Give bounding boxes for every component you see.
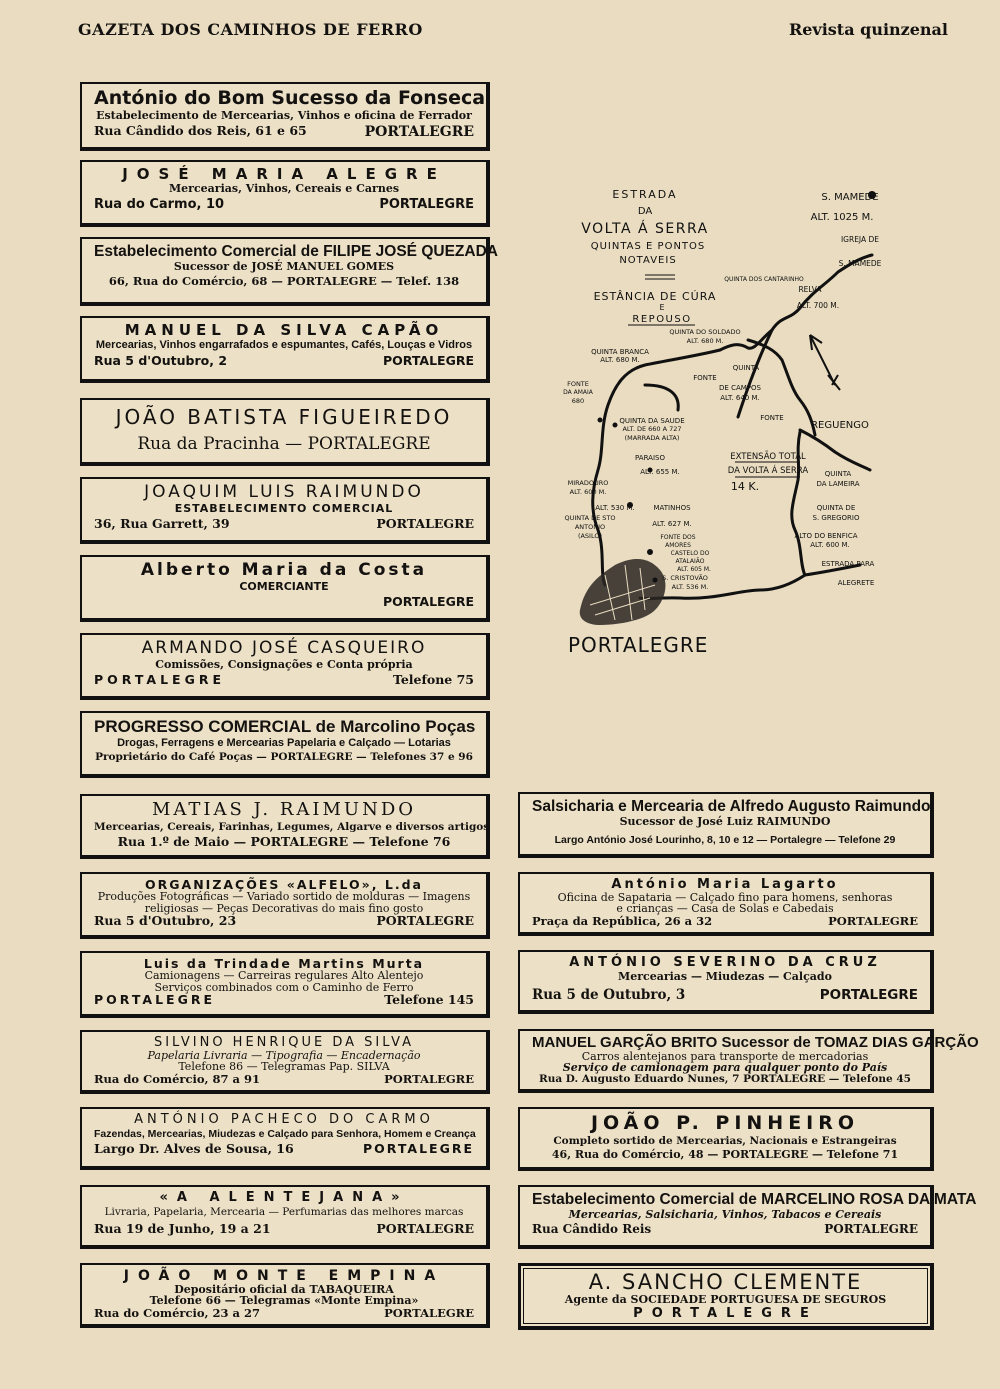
- ad-title: MANUEL DA SILVA CAPÃO: [124, 321, 444, 339]
- ad-progresso-comercial: [80, 711, 490, 778]
- serra-road: [645, 385, 678, 410]
- ad-city: PORTALEGRE: [384, 1071, 474, 1086]
- ad-address: PORTALEGRE: [94, 992, 216, 1008]
- ad-title: Luis da Trindade Martins Murta: [143, 956, 425, 971]
- ad-severino: [518, 950, 934, 1014]
- ad-address: Rua do Carmo, 10: [94, 196, 225, 212]
- ad-raimundo-joaquim: [80, 477, 490, 544]
- ad-line: Mercearias, Cereais, Farinhas, Legumes, Algarve e diversos artigos: [94, 820, 490, 833]
- ad-address: 46, Rua do Comércio, 48 — PORTALEGRE — Telefone 71: [551, 1147, 899, 1161]
- place-label: FONTE DOS: [660, 534, 696, 541]
- ad-quezada: [80, 237, 498, 306]
- ad-line: Serviços combinados com o Caminho de Ferro: [154, 980, 414, 994]
- place-label: ALT. 600 M.: [569, 488, 607, 496]
- ad-title: JOÃO BATISTA FIGUEIREDO: [115, 405, 453, 429]
- ad-casqueiro: [80, 633, 490, 700]
- ad-title: ORGANIZAÇÕES «ALFELO», L.da: [145, 877, 423, 892]
- place-label: QUINTA DA SAUDE: [619, 417, 685, 425]
- place-label: FONTE: [567, 380, 589, 388]
- ad-line: Comissões, Consignações e Conta própria: [155, 657, 413, 671]
- ad-city: PORTALEGRE: [824, 1222, 918, 1237]
- place-label: CASTELO DO: [670, 550, 710, 557]
- point-marker: [598, 418, 603, 423]
- map-legend: ESTÂNCIA DE CÚRA: [593, 290, 717, 303]
- ad-title: ARMANDO JOSÉ CASQUEIRO: [141, 638, 427, 658]
- ad-line: Livraria, Papelaria, Mercearia — Perfumarias das melhores marcas: [104, 1205, 464, 1218]
- place-label: ALT. 627 M.: [652, 520, 692, 528]
- place-label: QUINTA DE STO: [564, 514, 616, 522]
- ad-line: Produções Fotográficas — Variado sortido de molduras — Imagens: [97, 890, 471, 904]
- ad-title: Salsicharia e Mercearia de Alfredo Augusto Raimundo: [532, 798, 931, 815]
- ad-city: PORTALEGRE: [364, 124, 474, 141]
- ad-figueiredo: [80, 398, 490, 466]
- place-label: ALT. 680 M.: [686, 337, 724, 345]
- place-label: AMORES: [665, 542, 691, 549]
- place-label: DE CAMPOS: [719, 384, 761, 392]
- place-label: ALT. 640 M.: [720, 394, 760, 402]
- ad-marcelino-mata: [518, 1185, 977, 1249]
- ad-line: Papelaria Livraria — Tipografia — Encadernação: [147, 1048, 421, 1062]
- ad-city: PORTALEGRE: [376, 1221, 474, 1236]
- place-label: ALT. 600 M.: [810, 541, 850, 549]
- ad-address: Rua D. Augusto Eduardo Nunes, 7 PORTALEGRE — Telefone 45: [538, 1072, 911, 1085]
- place-label: ALT. 536 M.: [671, 583, 709, 591]
- ad-line: Telefone 66 — Telegramas «Monte Empina»: [149, 1294, 419, 1308]
- ad-matias-raimundo: [80, 794, 490, 859]
- point-marker: [653, 578, 658, 583]
- ad-line: Rua da Pracinha — PORTALEGRE: [137, 434, 431, 454]
- ad-line: Carros alentejanos para transporte de mercadorias: [581, 1049, 869, 1063]
- ad-title: A. SANCHO CLEMENTE: [588, 1270, 863, 1294]
- ad-line: ESTABELECIMENTO COMERCIAL: [174, 501, 394, 515]
- place-label: ATALAIÃO: [675, 558, 705, 565]
- ad-jose-maria-alegre: [80, 160, 490, 227]
- ad-title: Alberto Maria da Costa: [140, 560, 428, 580]
- ad-title: António Maria Lagarto: [611, 877, 839, 892]
- place-label: REGUENGO: [811, 420, 869, 431]
- place-label: ALT. 1025 M.: [810, 212, 874, 223]
- place-label: FONTE: [693, 374, 717, 382]
- place-label: (ASILO): [577, 532, 603, 540]
- ad-line: Mercearias, Salsicharia, Vinhos, Tabacos e Cereais: [568, 1207, 882, 1221]
- city-block: [580, 559, 666, 625]
- serra-road: [800, 430, 870, 470]
- ad-city: PORTALEGRE: [376, 913, 474, 929]
- place-label: QUINTA BRANCA: [591, 348, 649, 356]
- volta-a-serra-map: [560, 180, 890, 660]
- ad-title: Estabelecimento Comercial de FILIPE JOSÉ QUEZADA: [94, 243, 498, 260]
- map-subtitle: QUINTAS E PONTOS: [590, 241, 706, 252]
- ad-address: Rua Cândido dos Reis, 61 e 65: [94, 123, 307, 139]
- map-city-label: PORTALEGRE: [568, 633, 709, 657]
- map-legend: REPOUSO: [632, 314, 692, 325]
- ad-line: Sucessor de José Luiz RAIMUNDO: [619, 814, 831, 828]
- ad-city: PORTALEGRE: [384, 1305, 474, 1320]
- ad-line: Sucessor de JOSÉ MANUEL GOMES: [173, 259, 395, 273]
- place-label: QUINTA: [824, 470, 852, 478]
- place-label: MATINHOS: [653, 504, 691, 512]
- ad-title: MATIAS J. RAIMUNDO: [151, 799, 417, 820]
- ad-monte-empina: [80, 1263, 490, 1328]
- ad-pinheiro: [518, 1107, 934, 1171]
- ad-address: Rua 1.º de Maio — PORTALEGRE — Telefone 76: [117, 833, 451, 849]
- north-arrow: [810, 335, 840, 390]
- place-label: QUINTA DE: [816, 504, 856, 512]
- place-label: DA LAMEIRA: [816, 480, 860, 488]
- ad-city: PORTALEGRE: [379, 196, 474, 212]
- place-label: DA AMAIA: [563, 389, 593, 396]
- ad-address: Largo António José Lourinho, 8, 10 e 12 — Portalegre — Telefone 29: [554, 834, 896, 847]
- ad-address: Rua do Comércio, 23 a 27: [94, 1305, 260, 1320]
- page-header: [78, 20, 948, 44]
- ad-title: António do Bom Sucesso da Fonseca: [94, 87, 486, 109]
- ad-city: PORTALEGRE: [382, 594, 474, 610]
- ad-address: Rua 5 d'Outubro, 23: [94, 913, 237, 929]
- ad-fonseca: [80, 82, 490, 151]
- ad-address: Praça da República, 26 a 32: [532, 913, 713, 928]
- ad-line: e crianças — Casa de Solas e Cabedais: [616, 902, 834, 916]
- ad-title: JOÃO P. PINHEIRO: [590, 1112, 860, 1134]
- ad-pacheco: [80, 1107, 490, 1170]
- place-label: ALT. DE 660 A 727: [622, 425, 682, 433]
- ad-line: Depositário oficial da TABAQUEIRA: [174, 1282, 394, 1296]
- map-title: ESTRADA: [612, 188, 678, 201]
- ad-line: religiosas — Peças Decorativas do mais fino gosto: [144, 901, 424, 915]
- place-label: ALEGRETE: [837, 579, 875, 587]
- ad-line: Fazendas, Mercearias, Miudezas e Calçado para Senhora, Homem e Creança: [94, 1127, 476, 1140]
- place-label: QUINTA DOS CANTARINHO: [724, 276, 804, 283]
- ad-line: Telefone 86 — Telegramas Pap. SILVA: [178, 1060, 390, 1074]
- ad-alfredo-raimundo: [518, 792, 934, 858]
- place-label: QUINTA: [732, 364, 760, 372]
- place-label: ALT. 605 M.: [677, 566, 711, 573]
- place-label: ALT. 530 M.: [595, 504, 635, 512]
- map-title: DA: [637, 206, 653, 217]
- place-label: (MARRADA ALTA): [624, 434, 680, 442]
- ad-line: Oficina de Sapataria — Calçado fino para homens, senhoras: [557, 890, 893, 904]
- ad-address: Rua 5 de Outubro, 3: [532, 986, 686, 1003]
- ad-line: Agente da SOCIEDADE PORTUGUESA DE SEGUROS: [564, 1293, 887, 1307]
- ad-lagarto: [518, 872, 934, 936]
- ad-title: «A ALENTEJANA»: [159, 1190, 409, 1205]
- ad-line: Completo sortido de Mercearias, Nacionais e Estrangeiras: [553, 1134, 897, 1147]
- place-label: 680: [571, 397, 585, 405]
- place-label: ALT. 700 M.: [796, 301, 840, 310]
- ad-address: Rua do Comércio, 87 a 91: [94, 1071, 260, 1086]
- ad-address: Proprietário do Café Poças — PORTALEGRE — Telefones 37 e 96: [95, 751, 473, 764]
- ad-silvino: [80, 1030, 490, 1094]
- ad-capao: [80, 316, 490, 383]
- place-label: MIRADOURO: [567, 479, 609, 487]
- ad-address: 66, Rua do Comércio, 68 — PORTALEGRE — Telef. 138: [108, 274, 460, 289]
- ad-title: JOAQUIM LUIS RAIMUNDO: [144, 482, 424, 502]
- place-label: S. CRISTOVÃO: [662, 574, 708, 582]
- map-extent: EXTENSÃO TOTAL: [730, 452, 806, 462]
- map-legend: E: [659, 303, 665, 312]
- ad-title: MANUEL GARÇÃO BRITO Sucessor de TOMAZ DIAS GARÇÃO: [532, 1034, 979, 1051]
- place-label: RELVA: [798, 285, 822, 294]
- ad-line: Mercearias — Miudezas — Calçado: [618, 969, 832, 983]
- map-subtitle: NOTAVEIS: [619, 255, 677, 266]
- place-label: S. MAMEDE: [838, 259, 882, 268]
- ad-address: Largo Dr. Alves de Sousa, 16: [94, 1141, 294, 1156]
- journal-subtitle: Revista quinzenal: [788, 20, 948, 39]
- ad-title: PROGRESSO COMERCIAL de Marcolino Poças: [94, 717, 476, 736]
- ad-alberto-costa: [80, 555, 490, 622]
- map-extent: 14 K.: [730, 480, 760, 493]
- ad-alentejana: [80, 1185, 490, 1249]
- ad-line: Drogas, Ferragens e Mercearias Papelaria e Calçado — Lotarias: [117, 736, 451, 749]
- ad-title: ANTÓNIO PACHECO DO CARMO: [134, 1112, 434, 1127]
- point-marker: [613, 423, 618, 428]
- place-label: ALT. 655 M.: [640, 468, 680, 476]
- ad-line: Camionagens — Carreiras regulares Alto Alentejo: [144, 969, 424, 983]
- ad-address: PORTALEGRE: [94, 672, 226, 688]
- ad-sancho-clemente: [518, 1263, 934, 1330]
- place-label: ALT. 680 M.: [600, 356, 640, 364]
- place-label: ALTO DO BENFICA: [794, 532, 858, 540]
- ad-city: PORTALEGRE: [376, 516, 474, 532]
- place-label: ESTRADA PARA: [821, 560, 875, 568]
- place-label: FONTE: [760, 414, 784, 422]
- ad-line: Estabelecimento de Mercearias, Vinhos e oficina de Ferrador: [96, 108, 472, 122]
- ad-city: PORTALEGRE: [828, 913, 918, 928]
- map-extent: DA VOLTA Á SERRA: [727, 466, 809, 476]
- journal-title: GAZETA DOS CAMINHOS DE FERRO: [78, 20, 423, 39]
- place-label: PARAISO: [635, 454, 665, 462]
- place-label: S. GREGORIO: [812, 514, 860, 522]
- ad-address: Rua 5 d'Outubro, 2: [94, 352, 228, 368]
- ad-line: Mercearias, Vinhos engarrafados e espumantes, Cafés, Louças e Vidros: [95, 339, 473, 352]
- place-label: ANTONIO: [574, 523, 606, 531]
- ad-title: JOÃO MONTE EMPINA: [123, 1268, 445, 1284]
- place-label: IGREJA DE: [840, 235, 880, 244]
- place-label: S. MAMEDE: [821, 192, 879, 203]
- ad-city: PORTALEGRE: [819, 986, 918, 1003]
- place-label: QUINTA DO SOLDADO: [669, 328, 741, 336]
- ad-address: Rua Cândido Reis: [532, 1222, 652, 1237]
- ad-title: ANTÓNIO SEVERINO DA CRUZ: [569, 955, 881, 970]
- ad-title: Estabelecimento Comercial de MARCELINO ROSA DA MATA: [532, 1191, 977, 1208]
- ad-address: 36, Rua Garrett, 39: [94, 516, 230, 532]
- ad-line: Serviço de camionagem para qualquer ponto do País: [562, 1061, 888, 1075]
- point-marker: [647, 549, 653, 555]
- ad-alfelo: [80, 872, 490, 939]
- ad-city: Telefone 75: [392, 672, 474, 688]
- ad-city: PORTALEGRE: [382, 352, 474, 368]
- ad-city: PORTALEGRE: [362, 1141, 474, 1156]
- ad-garcao-brito: [518, 1029, 979, 1093]
- map-title: VOLTA Á SERRA: [581, 221, 709, 237]
- ad-city: Telefone 145: [384, 992, 474, 1008]
- ad-title: JOSÉ MARIA ALEGRE: [122, 165, 446, 183]
- ad-line: Mercearias, Vinhos, Cereais e Carnes: [168, 182, 400, 196]
- ad-title: SILVINO HENRIQUE DA SILVA: [153, 1035, 415, 1050]
- ad-line: COMERCIANTE: [239, 579, 329, 593]
- ad-address: Rua 19 de Junho, 19 a 21: [94, 1221, 271, 1236]
- ad-murta: [80, 951, 490, 1018]
- ad-city: PORTALEGRE: [633, 1305, 818, 1321]
